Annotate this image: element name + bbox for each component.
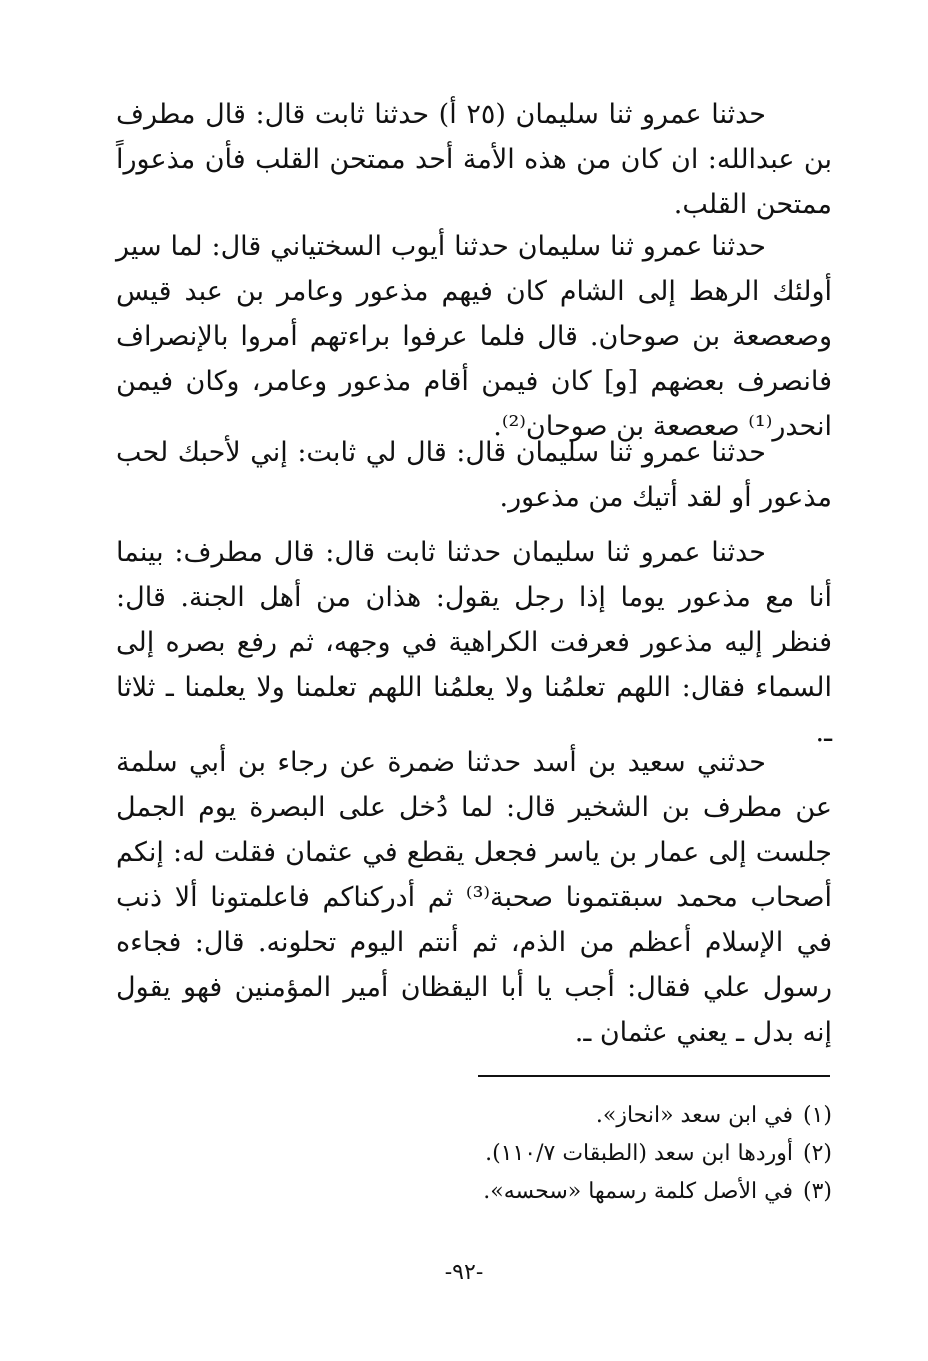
footnote-number: (٣) xyxy=(802,1179,832,1204)
footnote-number: (٢) xyxy=(802,1141,832,1166)
footnote-number: (١) xyxy=(802,1103,832,1128)
footnote-divider xyxy=(478,1075,830,1077)
paragraph-3: حدثنا عمرو ثنا سليمان قال: قال لي ثابت: إني لأحبك لحب مذعور أو لقد أتيك من مذعور. xyxy=(116,437,832,513)
paragraph-5: حدثني سعيد بن أسد حدثنا ضمرة عن رجاء بن أبي سلمة عن مطرف بن الشخير قال: لما دُخل على البصرة يوم الجمل جلست إلى عمار بن ياسر فجعل يقطع في عثمان فقلت له: إنكم أصحاب محمد سبقتمونا صحبة⁽³⁾ ثم أدركناكم فاعلمتونا ألا ذنب في الإسلام أعظم من الذم، ثم أنتم اليوم تحلونه. قال: فجاءه رسول علي فقال: أجب يا أبا اليقظان أمير المؤمنين فهو يقول إنه بدل ـ يعني عثمان ـ. xyxy=(116,747,832,1048)
paragraph-4: حدثنا عمرو ثنا سليمان حدثنا ثابت قال: قال مطرف: بينما أنا مع مذعور يوما إذا رجل يقول: هذان من أهل الجنة. قال: فنظر إليه مذعور فعرفت الكراهية في وجهه، ثم رفع بصره إلى السماء فقال: اللهم تعلمُنا ولا يعلمُنا اللهم تعلمنا ولا يعلمنا ـ ثلاثا ـ. xyxy=(116,537,832,748)
footnotes-list xyxy=(332,1097,832,1211)
page-number: -٩٢- xyxy=(444,1260,484,1285)
footnote-text: في ابن سعد «انحاز». xyxy=(595,1103,793,1128)
footnote-1 xyxy=(332,1097,832,1135)
footnote-text: أوردها ابن سعد (الطبقات ١١٠/٧). xyxy=(485,1141,793,1166)
footnote-3 xyxy=(332,1173,832,1211)
paragraph-2: حدثنا عمرو ثنا سليمان حدثنا أيوب السختياني قال: لما سير أولئك الرهط إلى الشام كان فيهم مذعور وعامر بن عبد قيس وصعصعة بن صوحان. قال فلما عرفوا براءتهم أمروا بالإنصراف فانصرف بعضهم [و] كان فيمن أقام مذعور وعامر، وكان فيمن انحدر⁽¹⁾ صعصعة بن صوحان⁽²⁾. xyxy=(116,231,832,442)
footnote-text: في الأصل كلمة رسمها «سحسه». xyxy=(483,1179,793,1204)
paragraph-1: حدثنا عمرو ثنا سليمان (٢٥ أ) حدثنا ثابت قال: قال مطرف بن عبدالله: ان كان من هذه الأمة أحد ممتحن القلب فأن مذعوراً ممتحن القلب. xyxy=(116,99,832,220)
footnote-2 xyxy=(332,1135,832,1173)
